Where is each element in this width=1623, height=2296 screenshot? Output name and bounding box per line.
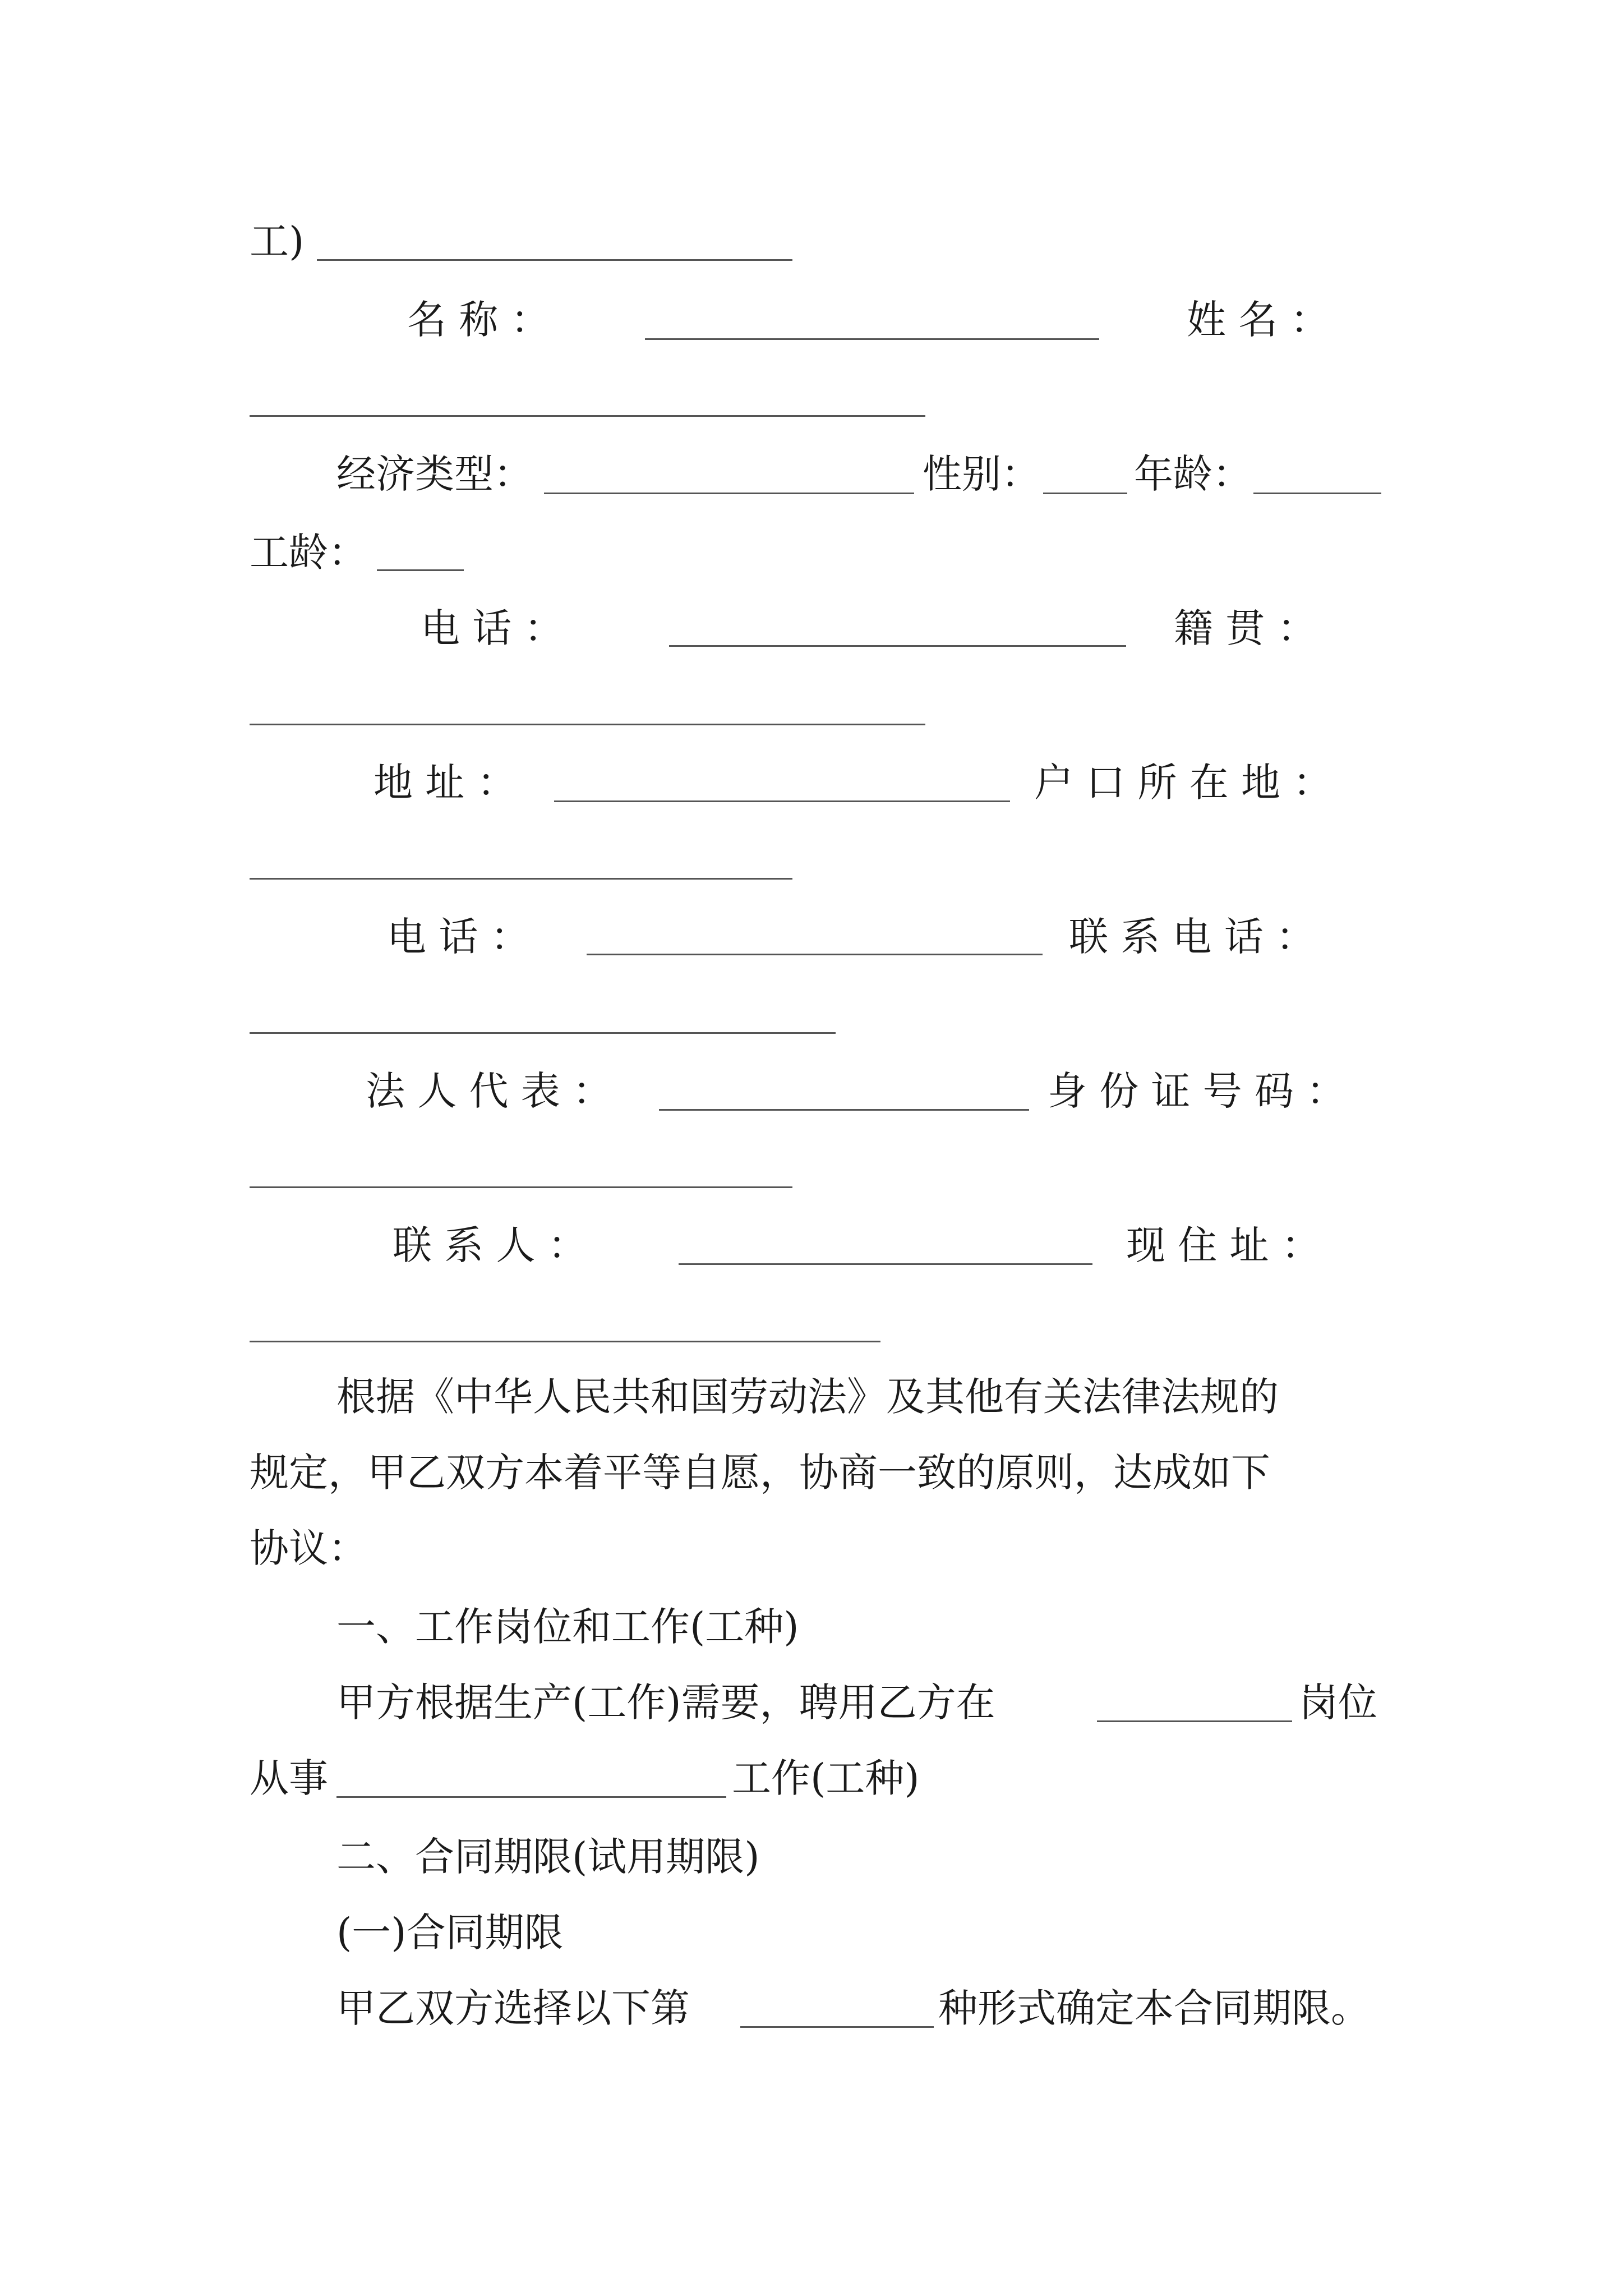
heading-section-1: 一、工作岗位和工作(工种) <box>336 1604 799 1650</box>
heading-section-2: 二、合同期限(试用期限) <box>336 1834 760 1880</box>
para-basis-3: 协议： <box>250 1525 367 1571</box>
blank-gender[interactable] <box>1043 493 1127 494</box>
line-gong-close: 工) <box>250 218 305 264</box>
label-address: 地 址 ： <box>374 760 517 806</box>
blank-native-place[interactable] <box>250 724 925 725</box>
blank-phone-b[interactable] <box>587 954 1043 955</box>
blank-term-form[interactable] <box>740 2026 934 2028</box>
label-phone-a: 电 话 ： <box>421 605 564 651</box>
blank-post[interactable] <box>1097 1720 1292 1722</box>
para-post-2a: 从事 <box>250 1755 328 1801</box>
blank-person-name[interactable] <box>250 415 925 417</box>
blank-current-address[interactable] <box>250 1341 880 1342</box>
para-term-a: 甲乙双方选择以下第 <box>336 1985 690 2031</box>
blank-hukou[interactable] <box>250 878 792 880</box>
para-basis-2: 规定，甲乙双方本着平等自愿，协商一致的原则，达成如下 <box>250 1450 1270 1496</box>
label-age: 年龄： <box>1134 451 1252 497</box>
label-gender: 性别： <box>923 451 1040 497</box>
label-phone-b: 电 话 ： <box>387 914 530 960</box>
para-term-b: 种形式确定本合同期限。 <box>938 1985 1370 2031</box>
label-id-number: 身 份 证 号 码 ： <box>1048 1068 1346 1114</box>
blank-address[interactable] <box>554 800 1010 802</box>
heading-subsection-1: (一)合同期限 <box>336 1910 564 1955</box>
blank-contact-person[interactable] <box>679 1263 1092 1265</box>
blank-economic-type[interactable] <box>544 493 914 494</box>
label-contact-phone: 联 系 电 话 ： <box>1069 914 1316 960</box>
label-current-address: 现 住 址 ： <box>1126 1222 1321 1268</box>
blank-id-number[interactable] <box>250 1186 792 1188</box>
label-economic-type: 经济类型： <box>336 451 533 497</box>
blank-phone-a[interactable] <box>669 645 1126 647</box>
label-legal-rep: 法 人 代 表 ： <box>366 1068 612 1114</box>
para-post-1b: 岗位 <box>1299 1680 1377 1726</box>
label-work-years: 工龄： <box>250 530 367 576</box>
blank-employer-header[interactable] <box>317 259 792 261</box>
blank-name[interactable] <box>645 338 1099 340</box>
label-hukou: 户 口 所 在 地 ： <box>1034 760 1332 806</box>
label-native-place: 籍 贯 ： <box>1174 605 1317 651</box>
label-contact-person: 联 系 人 ： <box>393 1222 587 1268</box>
blank-age[interactable] <box>1253 493 1381 494</box>
label-person-name: 姓 名 ： <box>1187 297 1330 343</box>
blank-work-years[interactable] <box>377 569 464 571</box>
label-name: 名 称 ： <box>407 297 550 343</box>
para-post-1a: 甲方根据生产(工作)需要，聘用乙方在 <box>336 1680 995 1726</box>
para-basis-1: 根据《中华人民共和国劳动法》及其他有关法律法规的 <box>336 1374 1279 1420</box>
blank-contact-phone[interactable] <box>250 1032 836 1034</box>
para-post-2b: 工作(工种) <box>732 1755 920 1801</box>
blank-legal-rep[interactable] <box>659 1109 1029 1111</box>
blank-job-type[interactable] <box>336 1796 726 1798</box>
